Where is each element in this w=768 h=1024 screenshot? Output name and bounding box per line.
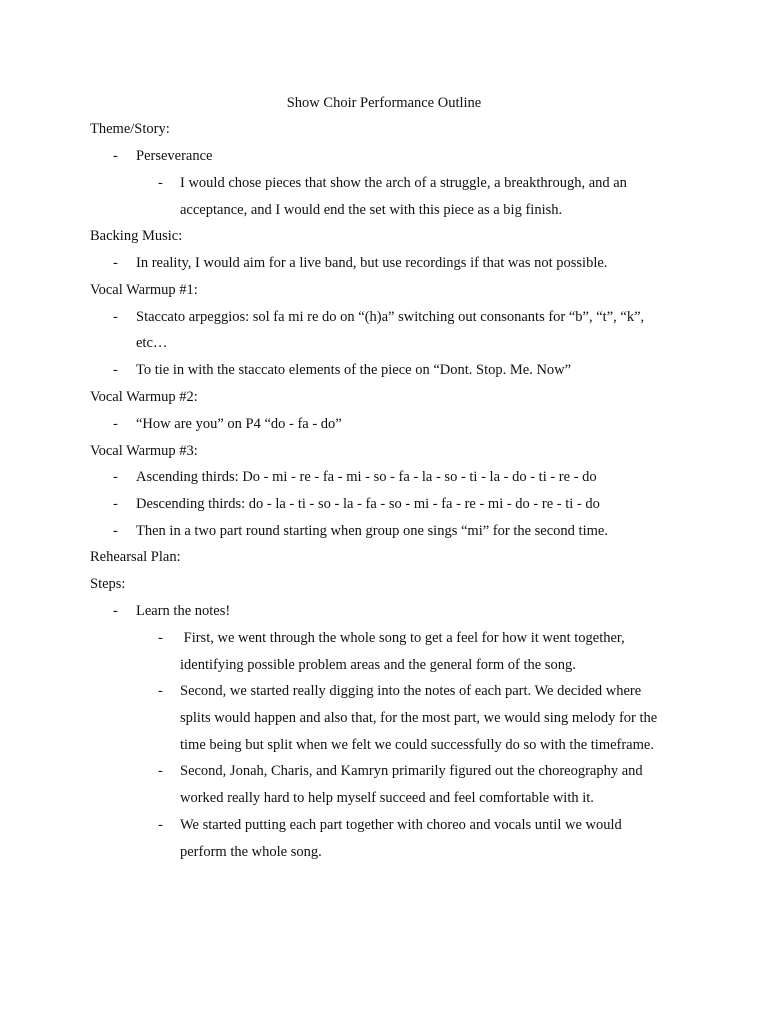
sub-item-step2-line2: splits would happen and also that, for the most part, we would sing melody for the <box>180 710 658 726</box>
bullet-dash: - <box>113 496 118 512</box>
list-item-backing: In reality, I would aim for a live band, but use recordings if that was not possible. <box>136 255 608 271</box>
bullet-dash: - <box>113 362 118 378</box>
list-item-theme: Perseverance <box>136 148 213 164</box>
section-heading-rehearsal: Rehearsal Plan: <box>90 549 181 565</box>
bullet-dash: - <box>113 603 118 619</box>
list-item-warmup1-line2: etc… <box>136 335 168 351</box>
sub-item-step1-line2: identifying possible problem areas and the general form of the song. <box>180 657 576 673</box>
list-item-warmup2: “How are you” on P4 “do - fa - do” <box>136 416 342 432</box>
bullet-dash: - <box>158 630 163 646</box>
section-heading-steps: Steps: <box>90 576 126 592</box>
bullet-dash: - <box>113 309 118 325</box>
sub-item-step3-line2: worked really hard to help myself succeed and feel comfortable with it. <box>180 790 594 806</box>
bullet-dash: - <box>113 469 118 485</box>
bullet-dash: - <box>158 683 163 699</box>
sub-item-step4-line1: We started putting each part together with choreo and vocals until we would <box>180 817 622 833</box>
sub-item-step3-line1: Second, Jonah, Charis, and Kamryn primarily figured out the choreography and <box>180 763 643 779</box>
section-heading-warmup2: Vocal Warmup #2: <box>90 389 198 405</box>
bullet-dash: - <box>113 416 118 432</box>
list-item-warmup1-line1: Staccato arpeggios: sol fa mi re do on “(h)a” switching out consonants for “b”, “t”, “k”, <box>136 309 645 325</box>
list-item-ascending-thirds: Ascending thirds: Do - mi - re - fa - mi - so - fa - la - so - ti - la - do - ti - re - do <box>136 469 597 485</box>
document-title: Show Choir Performance Outline <box>286 95 482 111</box>
sub-item-step2-line3: time being but split when we felt we could successfully do so with the timeframe. <box>180 737 654 753</box>
bullet-dash: - <box>158 817 163 833</box>
list-item-learn-notes: Learn the notes! <box>136 603 231 619</box>
bullet-dash: - <box>113 523 118 539</box>
sub-item-step2-line1: Second, we started really digging into the notes of each part. We decided where <box>180 683 642 699</box>
section-heading-backing: Backing Music: <box>90 228 183 244</box>
list-item-warmup1-tie-in: To tie in with the staccato elements of the piece on “Dont. Stop. Me. Now” <box>136 362 572 378</box>
sub-item-step4-line2: perform the whole song. <box>180 844 322 860</box>
section-heading-warmup3: Vocal Warmup #3: <box>90 443 198 459</box>
list-item-descending-thirds: Descending thirds: do - la - ti - so - la - fa - so - mi - fa - re - mi - do - re - ti - do <box>136 496 600 512</box>
section-heading-warmup1: Vocal Warmup #1: <box>90 282 198 298</box>
sub-item-step1-line1: First, we went through the whole song to get a feel for how it went together, <box>180 630 625 646</box>
sub-item-theme-line2: acceptance, and I would end the set with this piece as a big finish. <box>180 202 563 218</box>
bullet-dash: - <box>158 763 163 779</box>
bullet-dash: - <box>113 148 118 164</box>
bullet-dash: - <box>113 255 118 271</box>
bullet-dash: - <box>158 175 163 191</box>
list-item-round: Then in a two part round starting when group one sings “mi” for the second time. <box>136 523 608 539</box>
section-heading-theme: Theme/Story: <box>90 121 170 137</box>
sub-item-theme-line1: I would chose pieces that show the arch of a struggle, a breakthrough, and an <box>180 175 627 191</box>
